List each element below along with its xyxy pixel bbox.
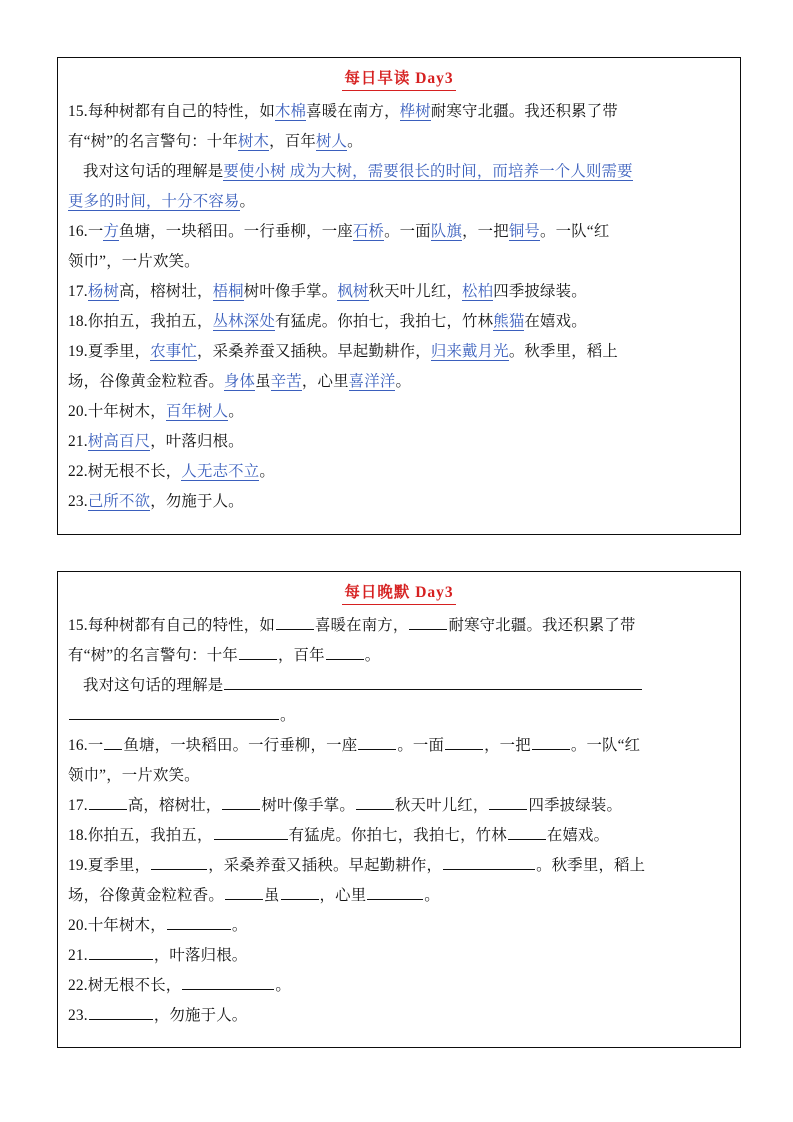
answer-blank[interactable]: [358, 734, 396, 750]
static-text: 树叶像手掌。: [261, 797, 355, 815]
exercise-line: [68, 427, 730, 457]
static-text: 夏季里，: [87, 857, 151, 875]
exercise-line: [68, 97, 730, 127]
static-text: 。: [239, 193, 256, 211]
exercise-line: [68, 941, 730, 971]
exercise-line: [68, 277, 730, 307]
static-text: ，采桑养蚕又插秧。早起勤耕作，: [208, 857, 443, 875]
static-text: 。: [275, 977, 291, 995]
static-text: 领巾”，一片欢笑。: [68, 253, 200, 271]
item-number: 21.: [68, 947, 88, 965]
filled-answer: 更多的时间，十分不容易: [68, 193, 240, 211]
static-text: 四季披绿装。: [493, 283, 587, 301]
morning-box-lines: [68, 97, 730, 517]
answer-blank[interactable]: [489, 794, 527, 810]
static-text: ，勿施于人。: [150, 493, 244, 511]
answer-blank[interactable]: [167, 914, 231, 930]
static-text: 。: [259, 463, 275, 481]
item-number: 15.: [68, 617, 88, 635]
item-number: 16.: [68, 223, 88, 241]
answer-blank[interactable]: [326, 644, 364, 660]
static-text: 。: [228, 403, 244, 421]
evening-box-title: [68, 583, 730, 605]
exercise-line: [68, 671, 730, 701]
item-number: 17.: [68, 283, 88, 301]
exercise-line: [68, 611, 730, 641]
static-text: 。一队“红: [540, 223, 610, 241]
filled-answer: 松柏: [462, 283, 494, 301]
static-text: 。秋季里，稻上: [508, 343, 618, 361]
filled-answer: 人无志不立: [181, 463, 260, 481]
item-number: 20.: [68, 403, 88, 421]
filled-answer: 身体: [223, 373, 256, 391]
exercise-line: [68, 911, 730, 941]
morning-reading-box: [57, 57, 741, 535]
filled-answer: 梧桐: [212, 283, 244, 301]
exercise-line: [68, 701, 730, 731]
evening-box-title-text: 每日晚默 Day3: [342, 583, 455, 605]
filled-answer: 石桥: [352, 223, 385, 241]
filled-answer: 熊猫: [493, 313, 525, 331]
static-text: 。秋季里，稻上: [536, 857, 646, 875]
evening-box-lines: [68, 611, 730, 1031]
static-text: 十年树木，: [87, 403, 166, 421]
item-number: 17.: [68, 797, 88, 815]
exercise-line: [68, 731, 730, 761]
static-text: 鱼塘，一块稻田。一行垂柳，一座: [119, 223, 353, 241]
filled-answer: 队旗: [430, 223, 463, 241]
item-number: 19.: [68, 343, 88, 361]
static-text: ，百年: [277, 647, 325, 665]
morning-box-title-text: 每日早读 Day3: [342, 69, 455, 91]
answer-blank[interactable]: [69, 704, 279, 720]
exercise-line: [68, 971, 730, 1001]
static-text: 耐寒守北疆。我还积累了带: [448, 617, 636, 635]
answer-blank[interactable]: [224, 674, 642, 690]
static-text: 你拍五，我拍五，: [87, 313, 213, 331]
exercise-line: [68, 1001, 730, 1031]
answer-blank[interactable]: [151, 854, 207, 870]
static-text: ，百年: [269, 133, 316, 151]
static-text: 喜暖在南方，: [314, 617, 409, 635]
static-text: 喜暖在南方，: [306, 103, 400, 121]
answer-blank[interactable]: [409, 614, 447, 630]
item-number: 23.: [68, 1007, 88, 1025]
exercise-line: [68, 821, 730, 851]
static-text: 夏季里，: [87, 343, 151, 361]
static-text: 我对这句话的理解是: [83, 677, 224, 695]
exercise-line: [68, 127, 730, 157]
answer-blank[interactable]: [276, 614, 314, 630]
filled-answer: 枫树: [337, 283, 369, 301]
static-text: 。一面: [384, 223, 431, 241]
answer-blank[interactable]: [89, 1004, 153, 1020]
static-text: 秋天叶儿红，: [368, 283, 463, 301]
answer-blank[interactable]: [89, 794, 127, 810]
static-text: 。: [364, 647, 381, 665]
filled-answer: 辛苦: [270, 373, 302, 391]
item-number: 22.: [68, 463, 88, 481]
static-text: 树无根不长，: [87, 463, 182, 481]
static-text: 虽: [263, 887, 280, 905]
static-text: ，叶落归根。: [150, 433, 244, 451]
exercise-line: [68, 487, 730, 517]
item-number: 16.: [68, 737, 88, 755]
static-text: 场，谷像黄金粒粒香。: [68, 887, 224, 905]
static-text: 。一队“红: [570, 737, 641, 755]
exercise-line: [68, 247, 730, 277]
answer-blank[interactable]: [104, 734, 122, 750]
static-text: 虽: [255, 373, 271, 391]
item-number: 15.: [68, 103, 88, 121]
static-text: 有猛虎。你拍七，我拍七，竹林: [288, 827, 507, 845]
item-number: 22.: [68, 977, 88, 995]
static-text: 高，榕树壮，: [119, 283, 213, 301]
filled-answer: 己所不欲: [87, 493, 151, 511]
exercise-line: [68, 641, 730, 671]
answer-blank[interactable]: [356, 794, 394, 810]
static-text: ，采桑养蚕又插秧。早起勤耕作，: [197, 343, 431, 361]
filled-answer: 农事忙: [150, 343, 197, 361]
exercise-line: [68, 157, 730, 187]
static-text: 领巾”，一片欢笑。: [68, 767, 200, 785]
exercise-line: [68, 307, 730, 337]
static-text: 在嬉戏。: [546, 827, 610, 845]
static-text: 鱼塘，一块稻田。一行垂柳，一座: [123, 737, 358, 755]
filled-answer: 百年树人: [165, 403, 229, 421]
answer-blank[interactable]: [222, 794, 260, 810]
item-number: 18.: [68, 827, 88, 845]
item-number: 21.: [68, 433, 88, 451]
filled-answer: 要使小树 成为大树，需要很长的时间，而培养一个人则需要: [223, 163, 633, 181]
static-text: 每种树都有自己的特性，如: [87, 103, 275, 121]
static-text: 有“树”的名言警句：十年: [68, 133, 238, 151]
filled-answer: 归来戴月光: [430, 343, 509, 361]
filled-answer: 方: [103, 223, 120, 241]
filled-answer: 杨树: [87, 283, 120, 301]
static-text: 十年树木，: [87, 917, 166, 935]
evening-dictation-box: [57, 571, 741, 1048]
static-text: 。: [280, 707, 296, 725]
filled-answer: 树木: [237, 133, 270, 151]
filled-answer: 木棉: [274, 103, 307, 121]
static-text: 一: [87, 223, 104, 241]
static-text: 你拍五，我拍五，: [87, 827, 213, 845]
static-text: 我对这句话的理解是: [83, 163, 224, 181]
exercise-line: [68, 761, 730, 791]
static-text: 耐寒守北疆。我还积累了带: [430, 103, 618, 121]
exercise-line: [68, 791, 730, 821]
exercise-line: [68, 337, 730, 367]
answer-blank[interactable]: [89, 944, 153, 960]
static-text: 。: [395, 373, 412, 391]
answer-blank[interactable]: [182, 974, 274, 990]
static-text: 。一面: [397, 737, 445, 755]
item-number: 18.: [68, 313, 88, 331]
item-number: 23.: [68, 493, 88, 511]
static-text: 高，榕树壮，: [127, 797, 222, 815]
static-text: 。: [231, 917, 248, 935]
answer-blank[interactable]: [532, 734, 570, 750]
exercise-line: [68, 367, 730, 397]
static-text: ，心里: [319, 887, 367, 905]
static-text: ，一把: [484, 737, 531, 755]
exercise-line: [68, 397, 730, 427]
static-text: 。: [347, 133, 363, 151]
static-text: 树无根不长，: [87, 977, 182, 995]
static-text: ，叶落归根。: [153, 947, 248, 965]
answer-blank[interactable]: [508, 824, 546, 840]
exercise-line: [68, 881, 730, 911]
item-number: 19.: [68, 857, 88, 875]
exercise-line: [68, 457, 730, 487]
filled-answer: 喜洋洋: [348, 373, 396, 391]
static-text: 秋天叶儿红，: [394, 797, 489, 815]
answer-blank[interactable]: [367, 884, 423, 900]
static-text: 每种树都有自己的特性，如: [87, 617, 275, 635]
static-text: 在嬉戏。: [524, 313, 587, 331]
filled-answer: 树高百尺: [87, 433, 151, 451]
item-number: 20.: [68, 917, 88, 935]
static-text: ，勿施于人。: [153, 1007, 248, 1025]
static-text: 一: [87, 737, 104, 755]
filled-answer: 丛林深处: [212, 313, 275, 331]
static-text: 。: [424, 887, 440, 905]
answer-blank[interactable]: [214, 824, 288, 840]
static-text: 四季披绿装。: [528, 797, 623, 815]
static-text: 有猛虎。你拍七，我拍七，竹林: [274, 313, 494, 331]
filled-answer: 桦树: [399, 103, 431, 121]
static-text: 有“树”的名言警句：十年: [68, 647, 238, 665]
answer-blank[interactable]: [281, 884, 319, 900]
answer-blank[interactable]: [443, 854, 535, 870]
filled-answer: 树人: [315, 133, 348, 151]
exercise-line: [68, 187, 730, 217]
morning-box-title: [68, 69, 730, 91]
static-text: ，心里: [301, 373, 349, 391]
static-text: ，一把: [462, 223, 509, 241]
answer-blank[interactable]: [225, 884, 263, 900]
answer-blank[interactable]: [445, 734, 483, 750]
filled-answer: 铜号: [508, 223, 541, 241]
answer-blank[interactable]: [239, 644, 277, 660]
static-text: 树叶像手掌。: [243, 283, 338, 301]
static-text: 场，谷像黄金粒粒香。: [68, 373, 224, 391]
exercise-line: [68, 851, 730, 881]
exercise-line: [68, 217, 730, 247]
